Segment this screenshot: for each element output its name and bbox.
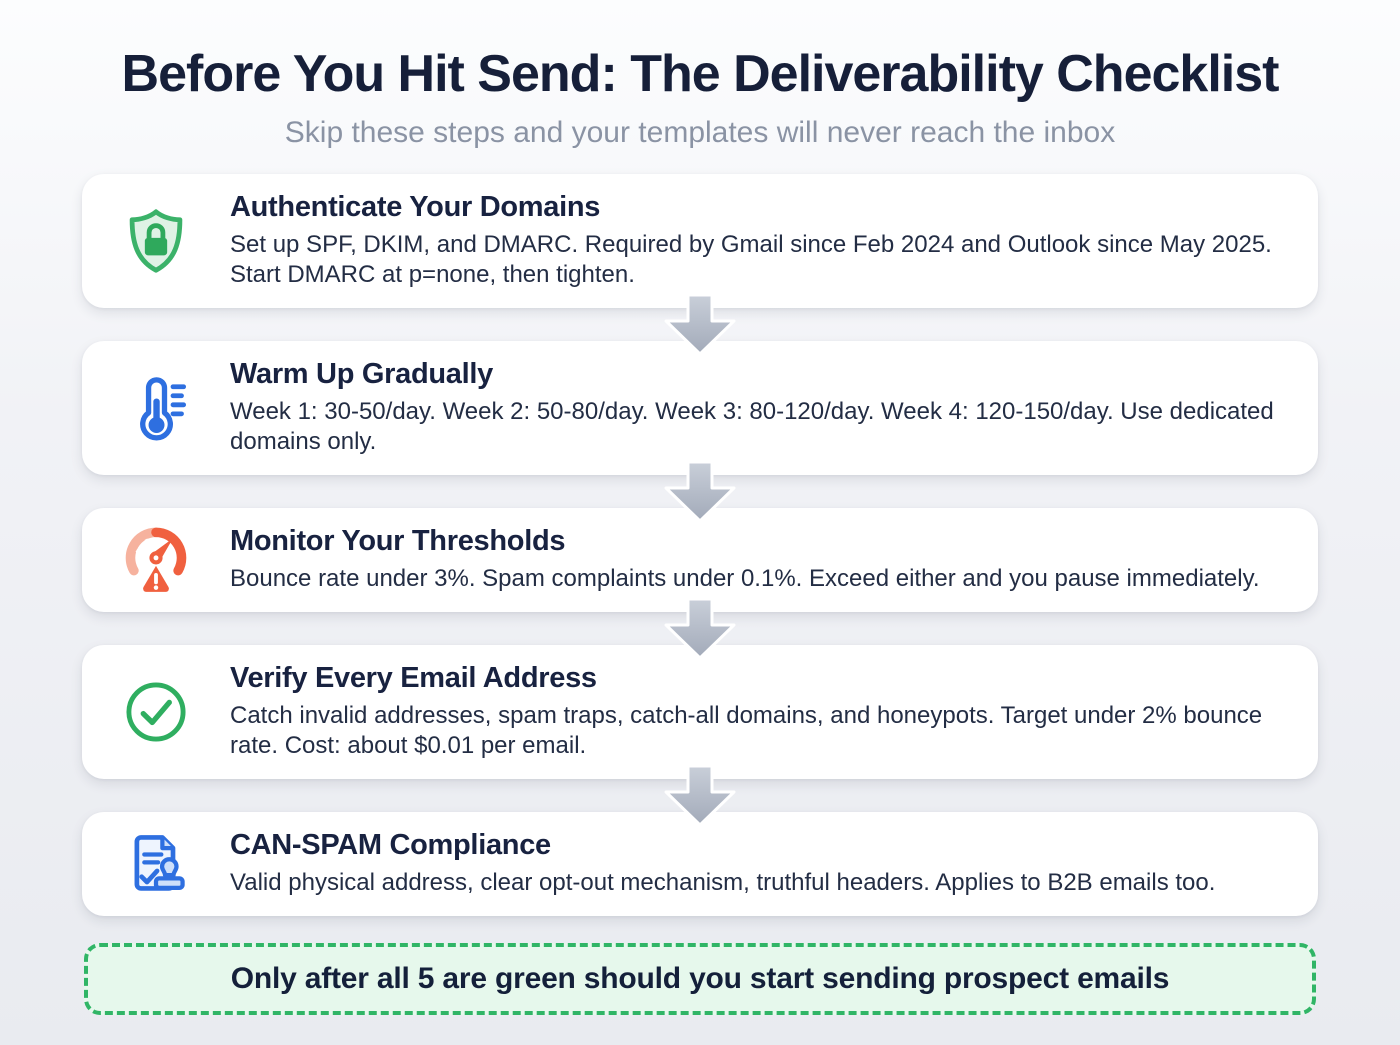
- down-arrow-icon: [660, 765, 740, 827]
- step-icon-column: [82, 830, 230, 898]
- step-description: Set up SPF, DKIM, and DMARC. Required by Gmail since Feb 2024 and Outlook since May 2025. Start DMARC at p=none, then tighten.: [230, 231, 1272, 289]
- step-title: Authenticate Your Domains: [230, 191, 601, 223]
- step-title: CAN-SPAM Compliance: [230, 829, 551, 862]
- step-description: Bounce rate under 3%. Spam complaints under 0.1%. Exceed either and you pause immediately.: [230, 565, 1260, 593]
- step-icon-column: [82, 678, 230, 746]
- gauge-alert-icon: [122, 526, 190, 594]
- step-text-column: [230, 829, 1290, 898]
- step-title: Warm Up Gradually: [230, 357, 493, 390]
- down-arrow-icon: [660, 598, 740, 660]
- connector-row: [82, 308, 1318, 341]
- connector-row: [82, 612, 1318, 645]
- step-description: Catch invalid addresses, spam traps, catch-all domains, and honeypots. Target under 2% bounce rate. Cost: about $0.01 per email.: [230, 701, 1263, 760]
- step-card-warm-up: [82, 341, 1318, 475]
- down-arrow-icon: [660, 461, 740, 523]
- step-text-column: [230, 358, 1290, 458]
- step-card-verify-email: [82, 645, 1318, 779]
- step-icon-column: [82, 207, 230, 275]
- check-circle-icon: [122, 678, 190, 746]
- connector-row: [82, 779, 1318, 812]
- connector-row: [82, 475, 1318, 508]
- checklist-flow: [82, 174, 1318, 916]
- shield-lock-icon: [122, 207, 190, 275]
- final-banner: [84, 943, 1316, 1015]
- step-text-column: [230, 525, 1290, 594]
- step-icon-column: [82, 374, 230, 442]
- step-title: Verify Every Email Address: [230, 661, 597, 694]
- step-card-monitor-thresholds: [82, 508, 1318, 612]
- step-icon-column: [82, 526, 230, 594]
- page-title: Before You Hit Send: The Deliverability Checklist: [121, 45, 1279, 103]
- step-text-column: [230, 191, 1290, 291]
- step-title: Monitor Your Thresholds: [230, 525, 566, 558]
- page-subtitle: Skip these steps and your templates will never reach the inbox: [284, 116, 1116, 149]
- step-card-can-spam: [82, 812, 1318, 916]
- document-stamp-icon: [122, 830, 190, 898]
- step-text-column: [230, 662, 1290, 762]
- down-arrow-icon: [660, 294, 740, 356]
- thermometer-icon: [122, 374, 190, 442]
- final-banner-text: Only after all 5 are green should you start sending prospect emails: [230, 961, 1170, 995]
- step-description: Valid physical address, clear opt-out mechanism, truthful headers. Applies to B2B emails too.: [230, 869, 1216, 897]
- step-card-authenticate-domains: [82, 174, 1318, 308]
- header: [0, 0, 1400, 150]
- step-description: Week 1: 30-50/day. Week 2: 50-80/day. Week 3: 80-120/day. Week 4: 120-150/day. Use dedicated domains only.: [230, 397, 1274, 456]
